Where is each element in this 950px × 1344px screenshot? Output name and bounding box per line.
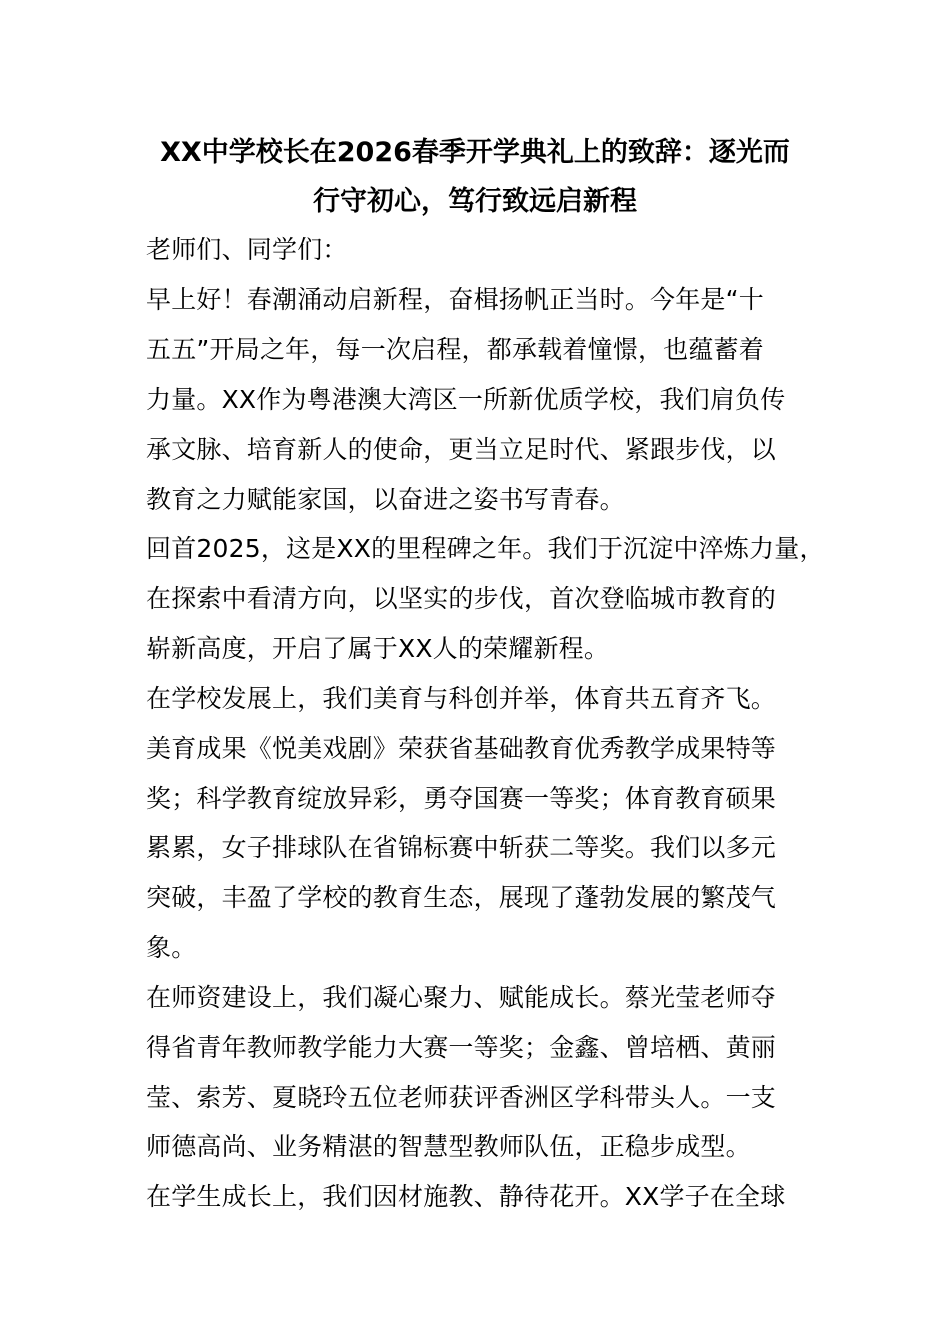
paragraph-line: 莹、索芳、夏晓玲五位老师获评香洲区学科带头人。一支 [146,1083,777,1112]
paragraph-line: 在师资建设上，我们凝心聚力、赋能成长。蔡光莹老师夺 [146,983,777,1012]
paragraph-line: 在探索中看清方向，以坚实的步伐，首次登临城市教育的 [146,584,777,613]
paragraph-line: 象。 [146,933,197,962]
paragraph-line: 突破，丰盈了学校的教育生态，展现了蓬勃发展的繁茂气 [146,883,777,912]
paragraph-line: 在学校发展上，我们美育与科创并举，体育共五育齐飞。 [146,684,777,713]
paragraph-line: 力量。XX作为粤港澳大湾区一所新优质学校，我们肩负传 [146,385,786,414]
paragraph-line: 回首2025，这是XX的里程碑之年。我们于沉淀中淬炼力量， [146,534,825,563]
paragraph-line: 承文脉、培育新人的使命，更当立足时代、紧跟步伐，以 [146,435,777,464]
paragraph-line: 美育成果《悦美戏剧》荣获省基础教育优秀教学成果特等 [146,734,777,763]
salutation: 老师们、同学们： [146,235,348,264]
paragraph-line: 早上好！春潮涌动启新程，奋楫扬帆正当时。今年是“十 [146,285,764,314]
paragraph-line: 教育之力赋能家国，以奋进之姿书写青春。 [146,485,625,514]
document-title-line-1: XX中学校长在2026春季开学典礼上的致辞：逐光而 [160,137,790,168]
paragraph-line: 五五”开局之年，每一次启程，都承载着憧憬，也蕴蓄着 [146,335,764,364]
paragraph-line: 崭新高度，开启了属于XX人的荣耀新程。 [146,634,610,663]
paragraph-line: 在学生成长上，我们因材施教、静待花开。XX学子在全球 [146,1182,786,1211]
paragraph-line: 累累，女子排球队在省锦标赛中斩获二等奖。我们以多元 [146,833,777,862]
document-title-line-2: 行守初心，笃行致远启新程 [313,186,637,217]
paragraph-line: 奖；科学教育绽放异彩，勇夺国赛一等奖；体育教育硕果 [146,784,777,813]
paragraph-line: 师德高尚、业务精湛的智慧型教师队伍，正稳步成型。 [146,1132,751,1161]
paragraph-line: 得省青年教师教学能力大赛一等奖；金鑫、曾培栖、黄丽 [146,1033,777,1062]
